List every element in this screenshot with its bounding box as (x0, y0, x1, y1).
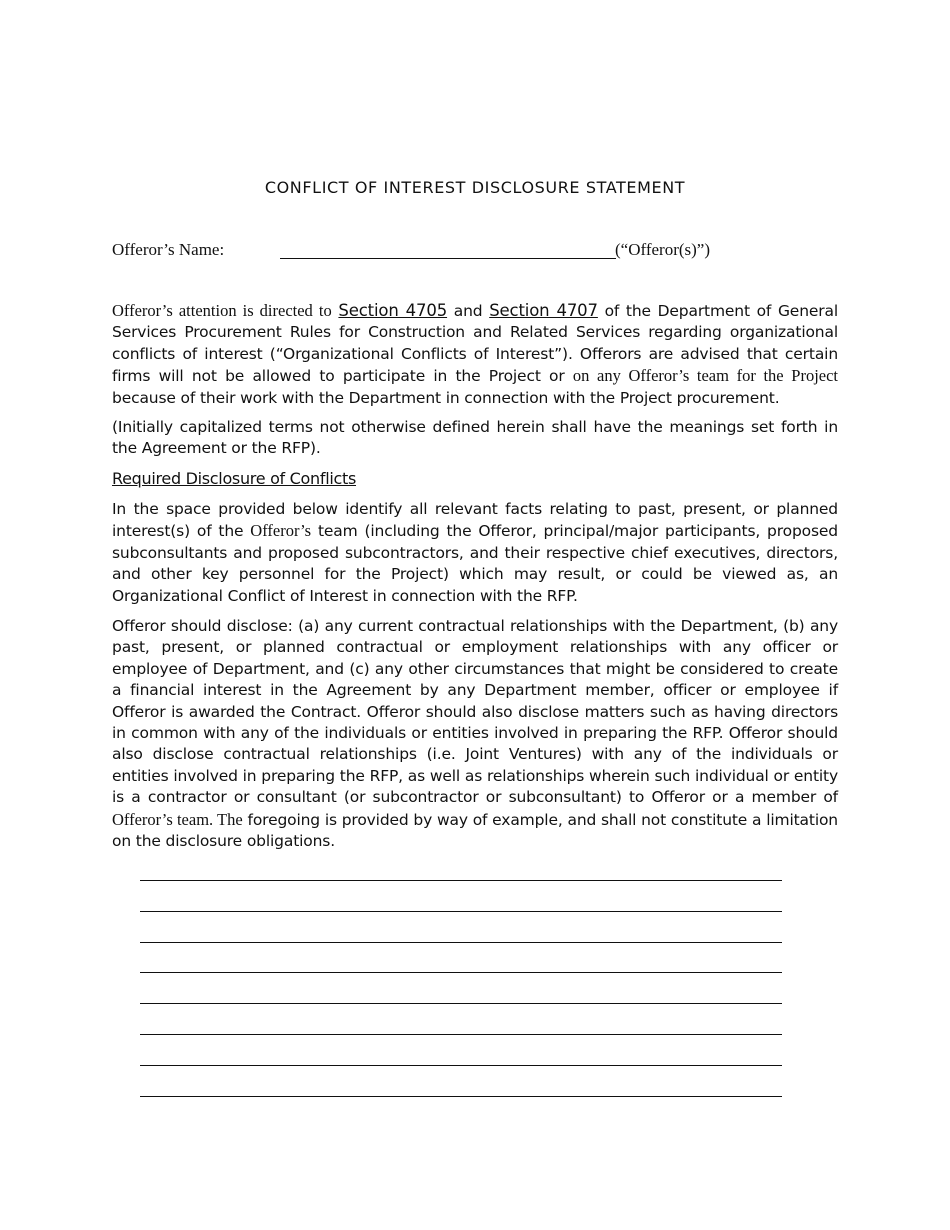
disclosure-line[interactable] (140, 972, 782, 1002)
offeror-name-suffix: (“Offeror(s)”) (615, 240, 711, 259)
section-4707-link[interactable]: Section 4707 (489, 301, 598, 320)
disclosure-line[interactable] (140, 1003, 782, 1033)
disclosure-line[interactable] (140, 1065, 782, 1095)
p1-part4: ). Offerors are advised that certain firms will not be allowed to participate in the Project or (112, 344, 839, 386)
p1-and: and (453, 302, 483, 320)
p4-part1: Offeror should disclose: (a) any current contractual relationships with the Department, (b) any past, present, or planned contractual or employment relationships with any officer or employee of Department, and (c) any other circumstances that might be considered to create a financial interest in the Agreement by any Department member, officer or employee if Offeror is awarded the Contract. Offeror should also disclose matters such as having directors in common with any of the individuals or entities involved in preparing the RFP. Offeror should also disclose contractual relationships (i.e. Joint Ventures) with any of the individuals or entities involved in preparing the RFP, as well as relationships wherein such individual or entity is a contractor or consultant (or subcontractor or subconsultant) to Offeror or a member of (112, 617, 838, 807)
disclosure-line[interactable] (140, 942, 782, 972)
p1-part1: Offeror’s attention is directed to (112, 301, 332, 320)
disclosure-lines (140, 880, 782, 1126)
offeror-name-field[interactable] (280, 258, 616, 259)
disclosure-line[interactable] (140, 911, 782, 941)
p1-part6: because of their work with the Department in connection with the Project procurement. (112, 388, 780, 407)
offeror-name-label: Offeror’s Name: (112, 240, 225, 259)
disclosure-line[interactable] (140, 1034, 782, 1064)
section-4705-link[interactable]: Section 4705 (338, 301, 448, 320)
p1-part5: on any Offeror’s team for the Project (572, 366, 839, 386)
section-heading: Required Disclosure of Conflicts (112, 469, 357, 488)
p4-part3: foregoing is provided by way of example, and shall not constitute a limitation on the disclosure obligations. (112, 810, 838, 851)
p4-part2: Offeror’s team. The (112, 809, 243, 829)
offeror-name-row (112, 240, 832, 264)
paragraph-identify (112, 499, 838, 607)
p1-part3: “Organizational Conflicts of Interest” (275, 344, 563, 363)
p3-part2: Offeror’s (250, 521, 312, 541)
document-title: CONFLICT OF INTEREST DISCLOSURE STATEMENT (264, 178, 686, 197)
p3-part1: In the space provided below identify all relevant facts relating to past, present, or planned interest(s) of the (112, 500, 838, 541)
p1-part2: of the Department of General Services Procurement Rules for Construction and Related Services regarding organizational conflicts of interest ( (112, 302, 838, 363)
p3-part3: team (including the Offeror, principal/major participants, proposed subconsultants and proposed subcontractors, and their respective chief executives, directors, and other key personnel for the Project) which may result, or could be viewed as, an Organizational Conflict of Interest in connection with the RFP. (112, 522, 838, 605)
paragraph-disclose (112, 616, 838, 852)
disclosure-line[interactable] (140, 880, 782, 910)
disclosure-line[interactable] (140, 1096, 782, 1126)
paragraph-attention (112, 300, 838, 409)
paragraph-definitions: (Initially capitalized terms not otherwise defined herein shall have the meanings set forth in the Agreement or the RFP). (112, 418, 838, 458)
